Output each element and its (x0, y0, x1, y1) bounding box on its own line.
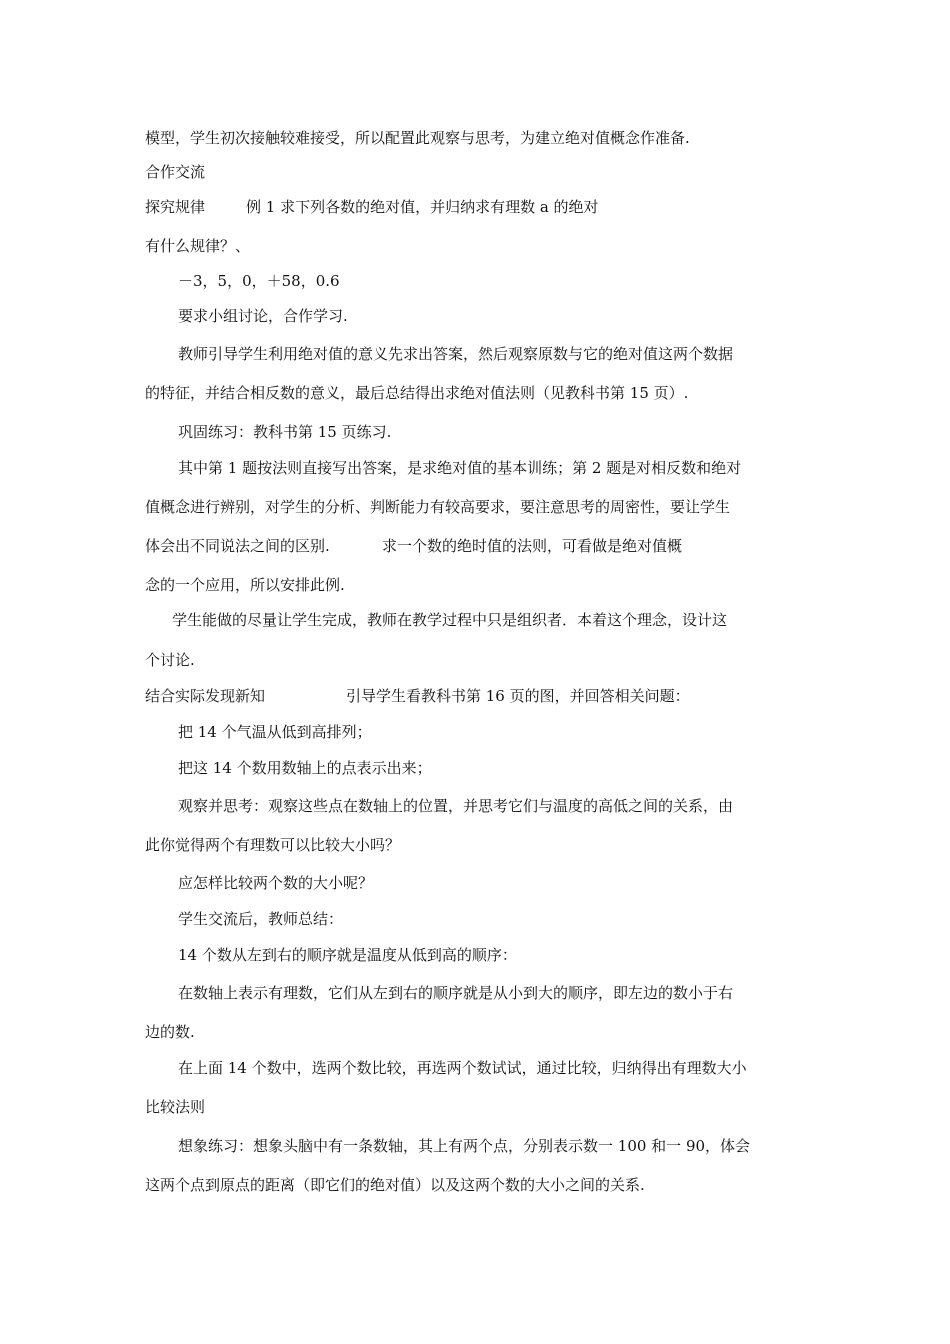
text-line: 在数轴上表示有理数，它们从左到右的顺序就是从小到大的顺序，即左边的数小于右 (178, 984, 734, 1002)
text-line: 其中第 1 题按法则直接写出答案，是求绝对值的基本训练；第 2 题是对相反数和绝对 (178, 459, 742, 477)
text-line: 把 14 个气温从低到高排列； (178, 723, 372, 741)
text-line: 的特征，并结合相反数的意义，最后总结得出求绝对值法则（见教科书第 15 页）. (145, 384, 689, 402)
math-expression: －3，5，0，＋58，0.6 (178, 272, 340, 290)
section-heading: 探究规律 (145, 198, 206, 216)
text-line: 比较法则 (145, 1098, 206, 1116)
text-line: 教师引导学生利用绝对值的意义先求出答案，然后观察原数与它的绝对值这两个数据 (178, 345, 734, 363)
text-line: 巩固练习：教科书第 15 页练习. (178, 423, 392, 441)
text-line: 值概念进行辨别，对学生的分析、判断能力有较高要求，要注意思考的周密性，要让学生 (145, 498, 731, 516)
text-line: 边的数. (145, 1023, 195, 1041)
text-line: 这两个点到原点的距离（即它们的绝对值）以及这两个数的大小之间的关系. (145, 1176, 645, 1194)
text-line: 要求小组讨论，合作学习. (178, 307, 348, 325)
text-line: 想象练习：想象头脑中有一条数轴，其上有两个点，分别表示数一 100 和一 90，体会 (178, 1137, 751, 1155)
text-line: 模型，学生初次接触较难接受，所以配置此观察与思考，为建立绝对值概念作准备. (145, 129, 690, 147)
text-line: 学生能做的尽量让学生完成，教师在教学过程中只是组织者．本着这个理念，设计这 (172, 611, 728, 629)
text-line: 学生交流后，教师总结： (178, 910, 344, 928)
text-line: 此你觉得两个有理数可以比较大小吗？ (145, 836, 401, 854)
text-line: 引导学生看教科书第 16 页的图，并回答相关问题： (346, 687, 690, 705)
text-line: 应怎样比较两个数的大小呢？ (178, 874, 374, 892)
text-line: 14 个数从左到右的顺序就是温度从低到高的顺序： (178, 946, 517, 964)
text-line: 求一个数的绝时值的法则，可看做是绝对值概 (382, 537, 683, 555)
text-line: 在上面 14 个数中，选两个数比较，再选两个数试试，通过比较，归纳得出有理数大小 (178, 1059, 747, 1077)
text-line: 把这 14 个数用数轴上的点表示出来； (178, 759, 432, 777)
text-line: 个讨论. (145, 651, 195, 669)
section-heading: 结合实际发现新知 (145, 687, 266, 705)
text-line: 念的一个应用，所以安排此例. (145, 576, 345, 594)
text-line: 观察并思考：观察这些点在数轴上的位置，并思考它们与温度的高低之间的关系，由 (178, 797, 734, 815)
text-line: 体会出不同说法之间的区别. (145, 537, 330, 555)
section-heading: 合作交流 (145, 163, 206, 181)
text-line: 例 1 求下列各数的绝对值，并归纳求有理数 a 的绝对 (246, 198, 599, 216)
text-line: 有什么规律？、 (145, 237, 251, 255)
